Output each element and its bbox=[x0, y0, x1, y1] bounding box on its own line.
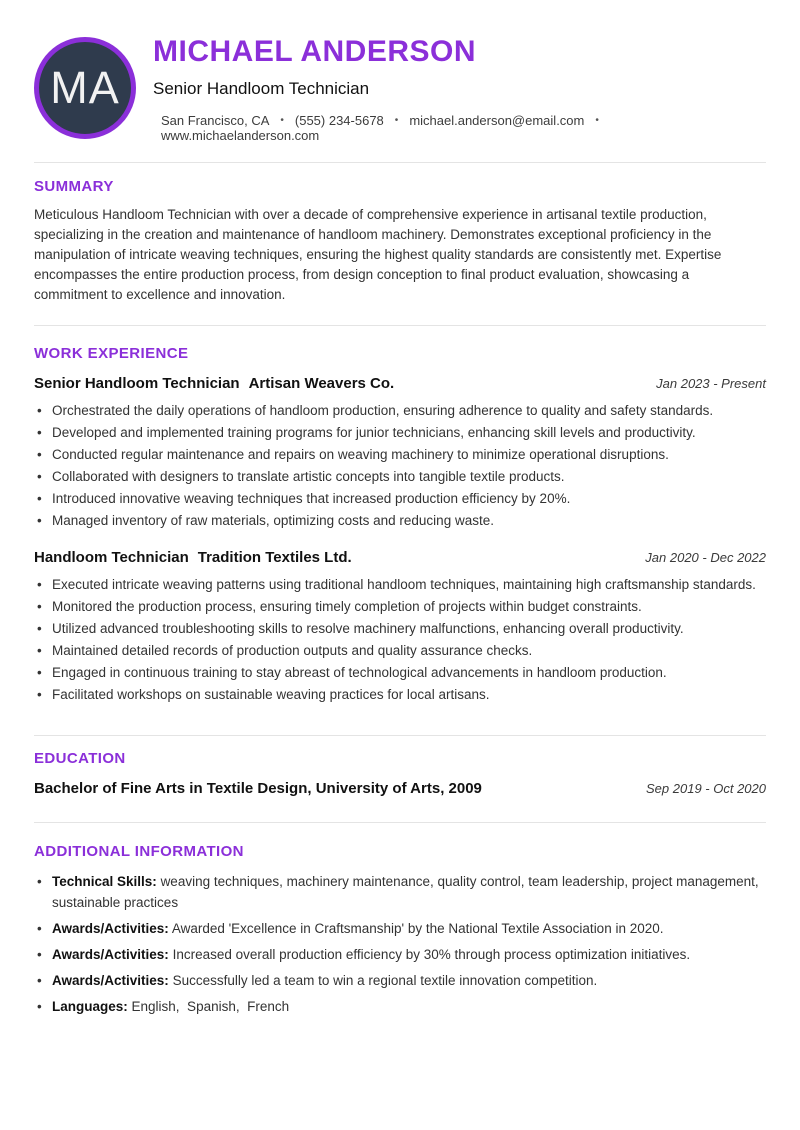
bullet-item: • Executed intricate weaving patterns using traditional handloom techniques, maintaining high craftsmanship standards. bbox=[34, 574, 766, 596]
dot-separator-icon bbox=[280, 115, 284, 126]
job-dates: Jan 2020 - Dec 2022 bbox=[645, 550, 766, 565]
job-bullet-list bbox=[34, 574, 766, 706]
job-position: Senior Handloom Technician bbox=[34, 375, 240, 392]
info-item bbox=[34, 918, 766, 939]
contact-email: michael.anderson@email.com bbox=[409, 113, 585, 128]
avatar bbox=[34, 37, 136, 139]
info-label: Awards/Activities: bbox=[52, 921, 169, 936]
contact-location: San Francisco, CA bbox=[161, 113, 270, 128]
job-header bbox=[34, 549, 766, 566]
bullet-item: • Engaged in continuous training to stay abreast of technological advancements in handloom production. bbox=[34, 662, 766, 684]
education-entry bbox=[34, 780, 766, 797]
info-label: Languages: bbox=[52, 999, 128, 1014]
avatar-initials: MA bbox=[50, 62, 120, 113]
info-text: Awarded 'Excellence in Craftsmanship' by the National Textile Association in 2020. bbox=[171, 921, 664, 936]
info-text: Successfully led a team to win a regional textile innovation competition. bbox=[172, 973, 598, 988]
bullet-item: • Conducted regular maintenance and repairs on weaving machinery to minimize operational disruptions. bbox=[34, 444, 766, 466]
work-experience-heading: WORK EXPERIENCE bbox=[34, 345, 189, 362]
bullet-item: • Developed and implemented training programs for junior technicians, enhancing skill levels and productivity. bbox=[34, 422, 766, 444]
education-dates: Sep 2019 - Oct 2020 bbox=[646, 781, 766, 796]
summary-heading: SUMMARY bbox=[34, 178, 114, 195]
bullet-item: • Maintained detailed records of production outputs and quality assurance checks. bbox=[34, 640, 766, 662]
info-text: English, Spanish, French bbox=[131, 999, 290, 1014]
resume-header bbox=[34, 0, 766, 143]
section-education bbox=[34, 736, 766, 797]
bullet-item: • Managed inventory of raw materials, optimizing costs and reducing waste. bbox=[34, 510, 766, 532]
job-dates: Jan 2023 - Present bbox=[656, 376, 766, 391]
info-item bbox=[34, 871, 766, 913]
job-company: Tradition Textiles Ltd. bbox=[197, 549, 352, 566]
info-label: Technical Skills: bbox=[52, 874, 157, 889]
additional-info-list bbox=[34, 871, 766, 1017]
dot-separator-icon bbox=[595, 115, 599, 126]
education-heading: EDUCATION bbox=[34, 750, 126, 767]
contact-phone: (555) 234-5678 bbox=[294, 113, 384, 128]
bullet-item: • Facilitated workshops on sustainable weaving practices for local artisans. bbox=[34, 684, 766, 706]
job-company: Artisan Weavers Co. bbox=[248, 375, 395, 392]
summary-text: Meticulous Handloom Technician with over a decade of comprehensive experience in artisanal textile production, specializing in the creation and maintenance of handloom machinery. Demonstrates exceptional proficiency in the manipulation of intricate weaving techniques, ensuring the highest quality standards are consistently met. Expertise encompasses the entire production process, from design conception to final product evaluation, showcasing a commitment to excellence and innovation. bbox=[34, 207, 722, 302]
job-entry bbox=[34, 549, 766, 706]
section-summary bbox=[34, 163, 766, 305]
info-item bbox=[34, 944, 766, 965]
job-title-line bbox=[34, 375, 394, 392]
bullet-item: • Monitored the production process, ensuring timely completion of projects within budget constraints. bbox=[34, 596, 766, 618]
section-work-experience bbox=[34, 326, 766, 706]
job-title-line bbox=[34, 549, 352, 566]
candidate-title: Senior Handloom Technician bbox=[153, 79, 370, 98]
contact-row bbox=[153, 113, 766, 143]
job-bullet-list bbox=[34, 400, 766, 532]
info-text: Increased overall production efficiency by 30% through process optimization initiatives. bbox=[172, 947, 691, 962]
info-item bbox=[34, 996, 766, 1017]
job-position: Handloom Technician bbox=[34, 549, 189, 566]
job-entry bbox=[34, 375, 766, 532]
bullet-item: • Introduced innovative weaving techniques that increased production efficiency by 20%. bbox=[34, 488, 766, 510]
candidate-name: MICHAEL ANDERSON bbox=[153, 35, 477, 68]
info-label: Awards/Activities: bbox=[52, 947, 169, 962]
header-text bbox=[153, 33, 766, 143]
job-header bbox=[34, 375, 766, 392]
contact-website: www.michaelanderson.com bbox=[161, 128, 320, 143]
education-degree: Bachelor of Fine Arts in Textile Design, University of Arts, 2009 bbox=[34, 780, 482, 797]
section-additional-information bbox=[34, 823, 766, 1017]
info-item bbox=[34, 970, 766, 991]
info-text: weaving techniques, machinery maintenance, quality control, team leadership, project management, sustainable practices bbox=[52, 874, 763, 910]
bullet-item: • Utilized advanced troubleshooting skills to resolve machinery malfunctions, enhancing overall productivity. bbox=[34, 618, 766, 640]
dot-separator-icon bbox=[395, 115, 399, 126]
bullet-item: • Collaborated with designers to translate artistic concepts into tangible textile products. bbox=[34, 466, 766, 488]
additional-information-heading: ADDITIONAL INFORMATION bbox=[34, 843, 244, 860]
info-label: Awards/Activities: bbox=[52, 973, 169, 988]
bullet-item: • Orchestrated the daily operations of handloom production, ensuring adherence to quality and safety standards. bbox=[34, 400, 766, 422]
